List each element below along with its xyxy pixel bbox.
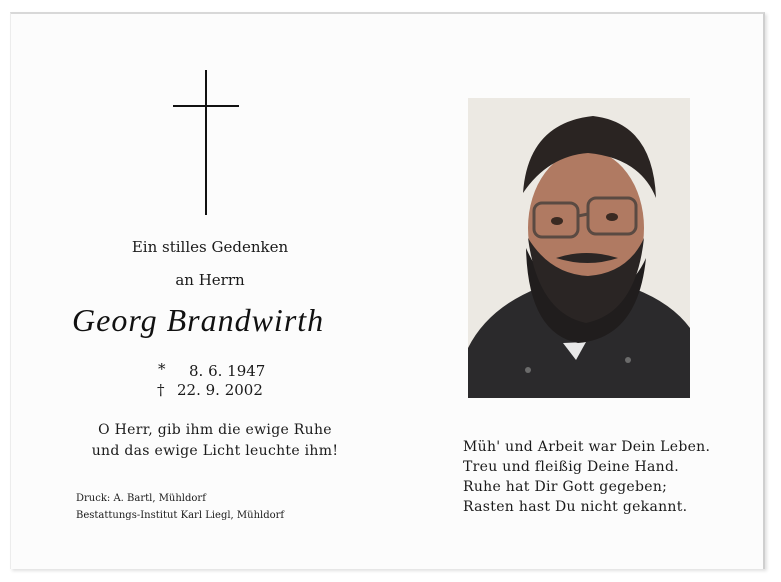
birth-symbol: *	[158, 360, 166, 378]
death-symbol: †	[157, 381, 165, 399]
cross-icon-horizontal	[173, 105, 239, 107]
death-date: 22. 9. 2002	[177, 381, 263, 399]
portrait-image	[468, 98, 690, 398]
intro-line-2: an Herrn	[175, 271, 245, 289]
poem	[463, 437, 710, 517]
birth-date: 8. 6. 1947	[189, 362, 266, 380]
poem-line: Treu und fleißig Deine Hand.	[463, 459, 680, 475]
cross-icon-vertical	[205, 70, 207, 215]
poem-line: Ruhe hat Dir Gott gegeben;	[463, 479, 668, 495]
portrait-photo	[468, 98, 690, 398]
deceased-name: Georg Brandwirth	[72, 302, 325, 338]
funeral-home-credit: Bestattungs-Institut Karl Liegl, Mühldorf	[76, 510, 285, 521]
prayer-line-2: und das ewige Licht leuchte ihm!	[91, 443, 339, 459]
poem-line: Müh' und Arbeit war Dein Leben.	[463, 439, 711, 455]
poem-line: Rasten hast Du nicht gekannt.	[463, 499, 688, 515]
intro-line-1: Ein stilles Gedenken	[131, 238, 289, 256]
printer-credit: Druck: A. Bartl, Mühldorf	[76, 493, 206, 504]
prayer-line-1: O Herr, gib ihm die ewige Ruhe	[98, 422, 332, 438]
